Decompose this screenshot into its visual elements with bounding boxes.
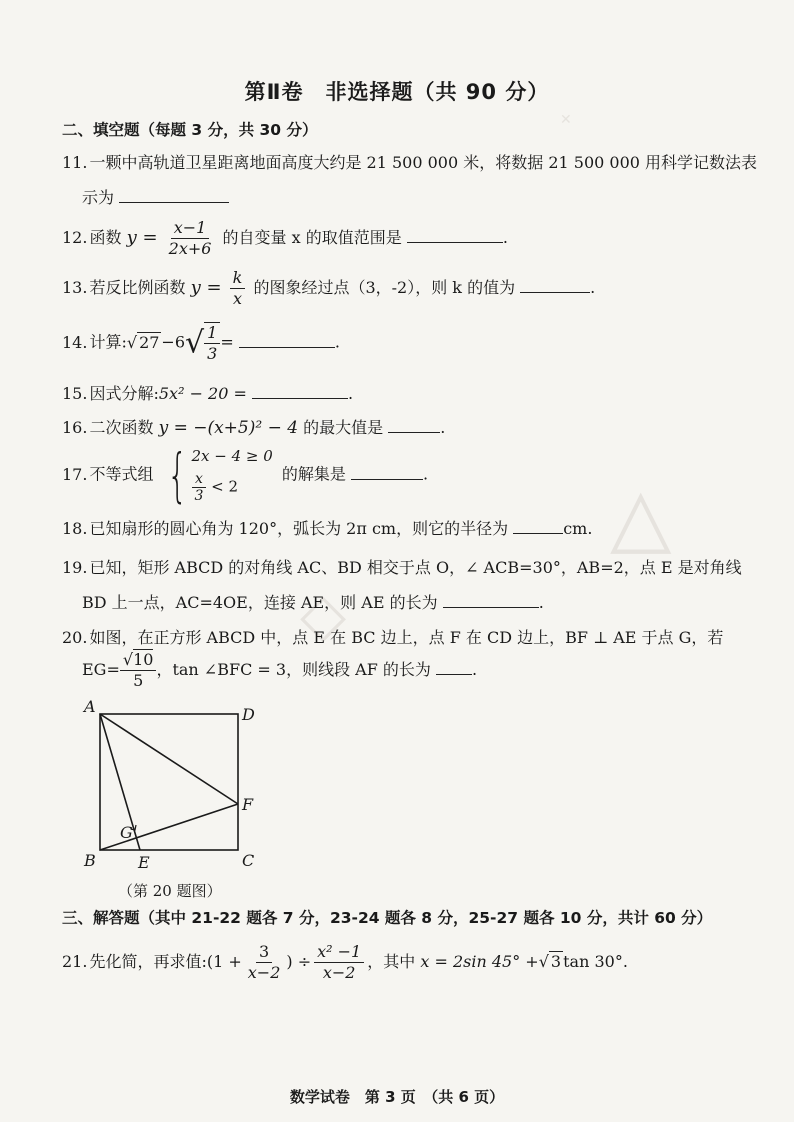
question-19-line2: BD 上一点，AC=4OE，连接 AE，则 AE 的长为 . bbox=[82, 593, 544, 612]
radicand: 27 bbox=[139, 332, 160, 352]
square-root: √ 3 bbox=[538, 952, 562, 971]
inequality-row: 2x − 4 ≥ 0 bbox=[191, 446, 273, 465]
point-label-f: F bbox=[242, 795, 254, 814]
bleed-through-mark: ◇ bbox=[300, 580, 347, 650]
question-text: 的自变量 x 的取值范围是 bbox=[222, 228, 402, 247]
point-label-g: G bbox=[120, 823, 133, 842]
fraction bbox=[230, 268, 246, 309]
math-expression: = bbox=[220, 332, 234, 352]
square-root: √ $\frac{1}{3}$ bbox=[185, 322, 220, 364]
question-text: ，其中 bbox=[367, 952, 416, 971]
question-21 bbox=[62, 942, 628, 983]
question-11-line2 bbox=[82, 185, 229, 208]
question-15: 15. 因式分解:5x² − 20 = . bbox=[62, 384, 354, 403]
question-11-line1 bbox=[62, 150, 757, 173]
math-expression: x = 2sin 45° + bbox=[420, 952, 539, 971]
unit-text: cm. bbox=[563, 519, 593, 538]
answer-blank[interactable] bbox=[520, 276, 590, 293]
question-text: 不等式组 bbox=[89, 464, 154, 484]
answer-blank[interactable] bbox=[407, 226, 503, 243]
inequality-system: { 2x − 4 ≥ 0 $\frac{x}{3}$ < 2 bbox=[166, 441, 273, 509]
vertex-label-b: B bbox=[84, 851, 96, 870]
denominator: 3 bbox=[194, 487, 204, 504]
numerator: 3 bbox=[256, 942, 272, 963]
answer-blank[interactable] bbox=[119, 186, 229, 203]
point-label-e: E bbox=[138, 853, 150, 872]
question-number: 12. bbox=[62, 228, 88, 247]
answer-blank[interactable] bbox=[351, 463, 423, 480]
numerator: 1 bbox=[204, 323, 220, 344]
question-number: 19. bbox=[62, 558, 88, 577]
question-number: 14. bbox=[62, 332, 88, 352]
section-fill-in-heading: 二、填空题（每题 3 分，共 30 分） bbox=[62, 121, 318, 139]
fraction bbox=[245, 942, 284, 983]
math-expression: EG= bbox=[82, 660, 120, 679]
math-expression: y = bbox=[126, 227, 158, 248]
numerator: √10 bbox=[120, 650, 157, 671]
question-13: 13. 若反比例函数 y = $\frac{k}{x}$ 的图象经过点（3，-2），则 k 的值为 . bbox=[62, 268, 596, 308]
answer-blank[interactable] bbox=[252, 382, 348, 399]
denominator: x−2 bbox=[247, 963, 281, 982]
question-number: 21. bbox=[62, 952, 88, 971]
question-number: 13. bbox=[62, 278, 88, 297]
inequality-row bbox=[191, 471, 272, 504]
math-expression: tan 30°. bbox=[563, 952, 628, 971]
denominator: 5 bbox=[133, 671, 144, 690]
question-text: 先化简，再求值: bbox=[89, 952, 207, 971]
question-text: 计算: bbox=[89, 332, 127, 352]
vertex-label-d: D bbox=[242, 705, 255, 724]
question-text: 如图，在正方形 ABCD 中，点 E 在 BC 边上，点 F 在 CD 边上，BF ⊥ AE 于点 G，若 bbox=[89, 628, 724, 647]
question-number: 17. bbox=[62, 464, 88, 484]
denominator: x−2 bbox=[322, 963, 356, 982]
question-text: 的解集是 bbox=[281, 464, 346, 484]
question-text: BD 上一点，AC=4OE，连接 AE，则 AE 的长为 bbox=[82, 593, 438, 612]
answer-blank[interactable] bbox=[239, 331, 335, 348]
question-16: 16. 二次函数 y = −(x+5)² − 4 的最大值是 . bbox=[62, 418, 446, 438]
question-number: 18. bbox=[62, 519, 88, 538]
vertex-label-c: C bbox=[242, 851, 255, 870]
math-expression: (1 + bbox=[206, 952, 242, 971]
question-text: 的最大值是 bbox=[303, 418, 384, 437]
numerator: x bbox=[192, 471, 206, 488]
denominator: 2x+6 bbox=[168, 239, 212, 258]
page-footer: 数学试卷 第 3 页 （共 6 页） bbox=[289, 1088, 505, 1106]
question-text: 函数 bbox=[89, 228, 122, 247]
segment-af bbox=[100, 714, 238, 804]
question-20-line1 bbox=[62, 625, 723, 648]
question-text: 的图象经过点（3，-2），则 k 的值为 bbox=[253, 278, 516, 297]
vertex-label-a: A bbox=[84, 697, 96, 716]
math-expression: y = −(x+5)² − 4 bbox=[158, 418, 299, 438]
answer-blank[interactable] bbox=[513, 517, 563, 534]
fraction bbox=[120, 650, 157, 691]
question-18 bbox=[62, 516, 592, 539]
answer-blank[interactable] bbox=[436, 658, 472, 675]
figure-caption: （第 20 题图） bbox=[118, 882, 222, 900]
square-root: √ 27 bbox=[126, 332, 160, 352]
question-number: 15. bbox=[62, 384, 88, 403]
question-17: 17. 不等式组 { 2x − 4 ≥ 0 $\frac{x}{3}$ < 2 的解集是 . bbox=[62, 441, 429, 509]
question-text: 已知扇形的圆心角为 120°，弧长为 2π cm，则它的半径为 bbox=[89, 519, 509, 538]
math-expression: ) ÷ bbox=[286, 952, 312, 971]
answer-blank[interactable] bbox=[388, 416, 440, 433]
denominator: x bbox=[232, 289, 242, 308]
bleed-through-mark: ✕ bbox=[560, 112, 572, 128]
question-text: 一颗中高轨道卫星距离地面高度大约是 21 500 000 米，将数据 21 500 000 用科学记数法表 bbox=[89, 153, 758, 172]
question-number: 16. bbox=[62, 418, 88, 437]
section-answer-heading: 三、解答题（其中 21-22 题各 7 分，23-24 题各 8 分，25-27 题各 10 分，共计 60 分） bbox=[62, 909, 713, 927]
question-19-line1 bbox=[62, 555, 742, 578]
question-text: 已知，矩形 ABCD 的对角线 AC、BD 相交于点 O，∠ ACB=30°，AB=2，点 E 是对角线 bbox=[89, 558, 742, 577]
denominator: 3 bbox=[207, 344, 218, 363]
numerator: k bbox=[230, 268, 246, 289]
radicand: 10 bbox=[133, 650, 154, 669]
question-14: 14. 计算:√ 27 −6√ $\frac{1}{3}$ = . bbox=[62, 323, 340, 363]
question-text: 若反比例函数 bbox=[89, 278, 186, 297]
question-text: 二次函数 bbox=[89, 418, 154, 437]
math-expression: < 2 bbox=[211, 477, 239, 495]
math-expression: 5x² − 20 = bbox=[158, 384, 247, 403]
question-text: ，tan ∠BFC = 3，则线段 AF 的长为 bbox=[156, 660, 431, 679]
math-expression: y = bbox=[190, 277, 222, 298]
question-20-line2: EG= $\frac{√10}{5}$ ，tan ∠BFC = 3，则线段 AF 的长为 . bbox=[82, 650, 478, 690]
question-text: 因式分解: bbox=[89, 384, 159, 403]
answer-blank[interactable] bbox=[443, 591, 539, 608]
bleed-through-mark: △ bbox=[610, 470, 672, 563]
math-expression: −6 bbox=[161, 332, 186, 352]
question-12: 12. 函数 y = $\frac{x-1}{2x+6}$ 的自变量 x 的取值范围是 . bbox=[62, 218, 508, 258]
numerator: x−1 bbox=[171, 218, 210, 239]
fraction bbox=[314, 942, 364, 983]
numerator: x² −1 bbox=[314, 942, 364, 963]
square-geometry-figure bbox=[80, 694, 270, 894]
question-number: 11. bbox=[62, 153, 88, 172]
fraction bbox=[166, 218, 215, 259]
question-number: 20. bbox=[62, 628, 88, 647]
question-text: 示为 bbox=[82, 188, 115, 207]
radicand: 3 bbox=[550, 952, 562, 971]
page-title: 第Ⅱ卷 非选择题（共 90 分） bbox=[244, 80, 550, 104]
